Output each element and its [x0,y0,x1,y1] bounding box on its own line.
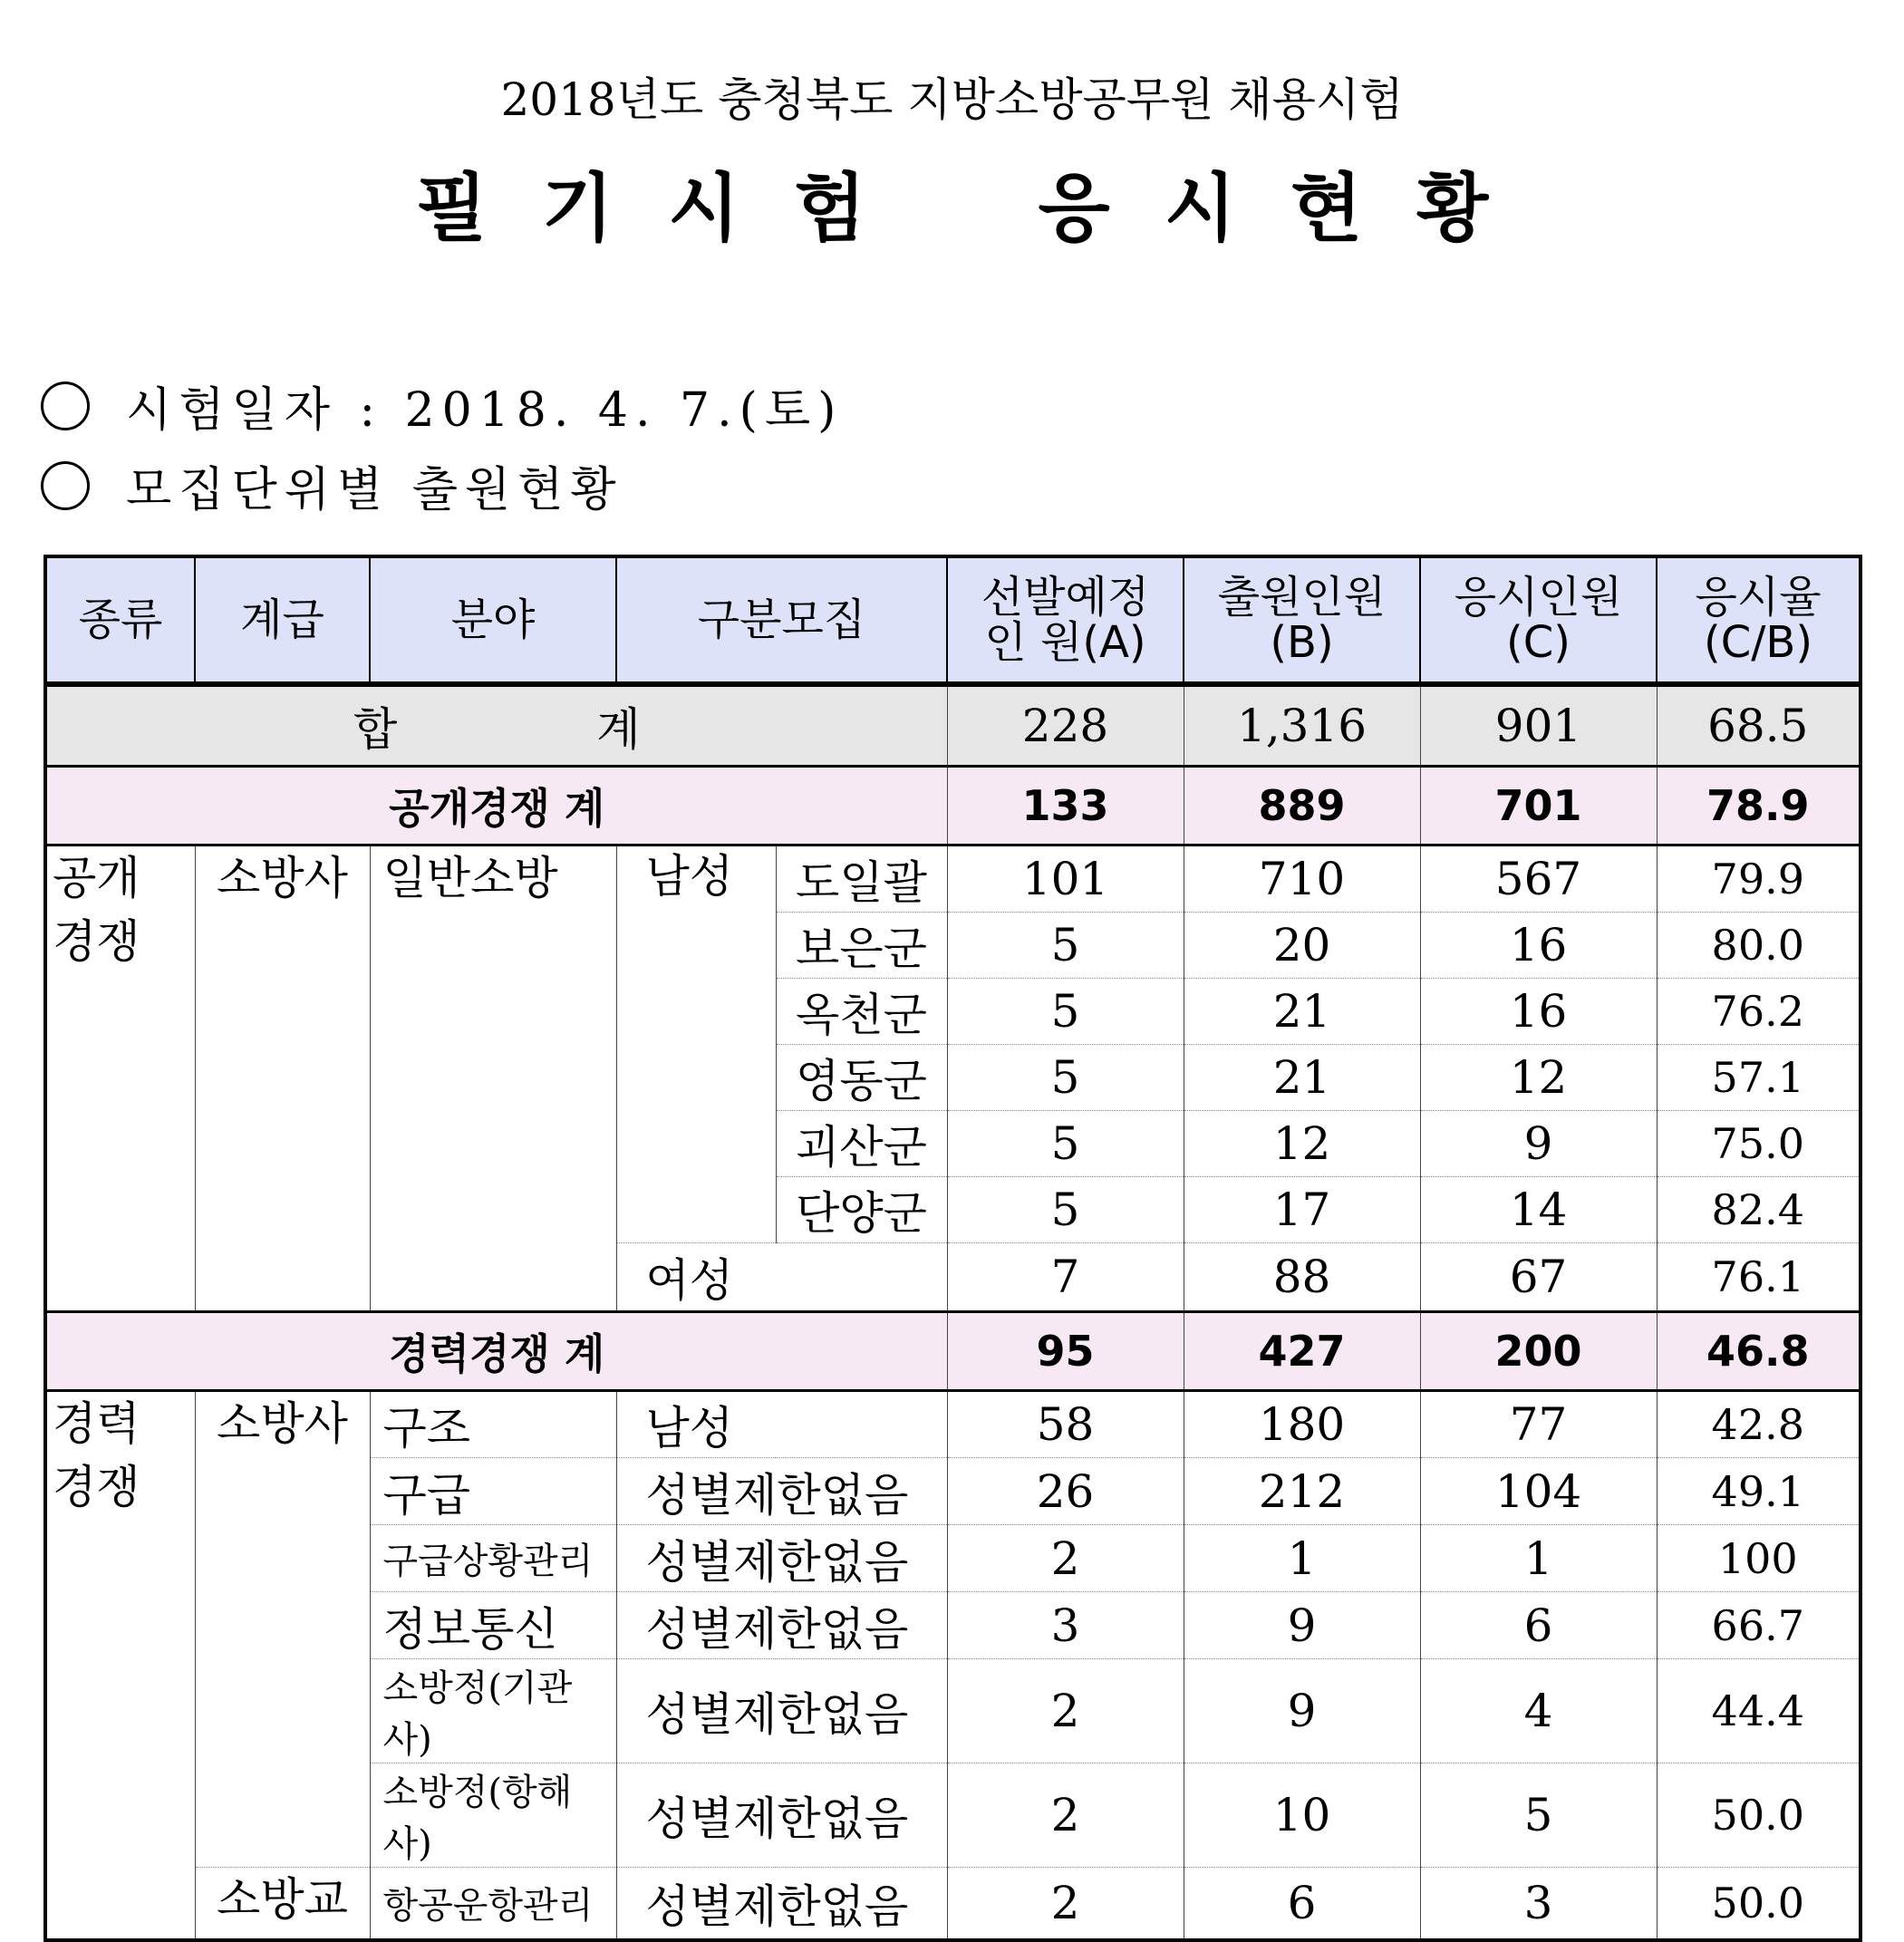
table-row [45,1391,1861,1458]
career-field-cell: 소방정(항해사) [370,1763,616,1868]
cell-applied: 212 [1184,1458,1420,1525]
cell-planned: 95 [947,1312,1184,1391]
career-total-label: 경력경쟁 계 [45,1312,947,1391]
grand-total-row [45,684,1861,767]
cell-applied: 9 [1184,1592,1420,1659]
cell-applied: 180 [1184,1391,1420,1458]
cell-planned: 5 [947,1045,1184,1111]
cell-applied: 710 [1184,845,1420,913]
header-rank: 계급 [195,556,370,684]
cell-rate: 78.9 [1657,767,1861,845]
exam-date-text: 시험일자 : 2018. 4. 7.(토) [126,383,844,438]
cell-planned: 7 [947,1243,1184,1312]
cell-rate: 76.2 [1657,979,1861,1045]
career-field-cell: 소방정(기관사) [370,1659,616,1763]
table-row [45,845,1861,913]
cell-rate: 57.1 [1657,1045,1861,1111]
document-subtitle: 2018년도 충청북도 지방소방공무원 채용시험 [500,73,1404,126]
cell-applied: 9 [1184,1659,1420,1763]
career-gender-cell: 성별제한없음 [616,1458,947,1525]
cell-taken: 16 [1420,913,1657,979]
cell-taken: 12 [1420,1045,1657,1111]
cell-rate: 44.4 [1657,1659,1861,1763]
cell-applied: 10 [1184,1763,1420,1868]
region-cell: 영동군 [776,1045,947,1111]
header-taken-line2: (C) [1506,617,1571,668]
cell-applied: 88 [1184,1243,1420,1312]
header-applied-line2: (B) [1270,617,1334,668]
open-type-cell: 공개 경쟁 [45,845,195,1312]
applicant-status-table [43,555,1862,1942]
cell-rate: 100 [1657,1525,1861,1592]
career-gender-cell: 남성 [616,1391,947,1458]
cell-taken: 16 [1420,979,1657,1045]
cell-rate: 46.8 [1657,1312,1861,1391]
cell-applied: 12 [1184,1111,1420,1177]
female-cell: 여성 [616,1243,947,1312]
cell-taken: 1 [1420,1525,1657,1592]
cell-planned: 58 [947,1391,1184,1458]
male-cell: 남성 [616,845,776,1243]
cell-taken: 67 [1420,1243,1657,1312]
title-char: 필 [415,166,488,252]
grand-total-label [45,684,947,767]
title-char: 황 [1416,166,1489,252]
career-field-cell: 구급상황관리 [370,1525,616,1592]
cell-applied: 6 [1184,1868,1420,1940]
cell-taken: 200 [1420,1312,1657,1391]
cell-taken: 9 [1420,1111,1657,1177]
header-field: 분야 [370,556,616,684]
title-char: 기 [541,166,614,252]
cell-applied: 427 [1184,1312,1420,1391]
open-field-cell: 일반소방 [370,845,616,1312]
cell-applied: 20 [1184,913,1420,979]
section-heading-line [41,451,623,519]
header-applied-line1: 출원인원 [1217,571,1387,623]
header-planned-line1: 선발예정 [981,571,1150,623]
career-rank-cell: 소방사 [195,1391,370,1868]
open-rank-cell: 소방사 [195,845,370,1312]
cell-planned: 2 [947,1659,1184,1763]
header-taken [1420,556,1657,684]
career-rank-cell: 소방교 [195,1868,370,1940]
cell-taken: 4 [1420,1659,1657,1763]
circle-bullet-icon [41,382,90,430]
career-gender-cell: 성별제한없음 [616,1525,947,1592]
title-char: 시 [1164,166,1236,252]
cell-applied: 889 [1184,767,1420,845]
table-row [45,1868,1861,1940]
open-competition-total-row [45,767,1861,845]
cell-planned: 2 [947,1763,1184,1868]
cell-planned: 5 [947,1111,1184,1177]
grand-total-label-a: 합 [353,703,398,756]
region-cell: 도일괄 [776,845,947,913]
career-field-cell: 구급 [370,1458,616,1525]
cell-rate: 76.1 [1657,1243,1861,1312]
career-type-cell: 경력 경쟁 [45,1391,195,1940]
career-field-cell: 구조 [370,1391,616,1458]
cell-taken: 3 [1420,1868,1657,1940]
cell-taken: 6 [1420,1592,1657,1659]
header-rate-line1: 응시율 [1695,571,1822,623]
region-cell: 괴산군 [776,1111,947,1177]
header-rate [1657,556,1861,684]
cell-rate: 68.5 [1657,684,1861,767]
cell-planned: 228 [947,684,1184,767]
header-applied [1184,556,1420,684]
cell-applied: 1,316 [1184,684,1420,767]
title-char: 시 [668,166,740,252]
cell-applied: 17 [1184,1177,1420,1243]
cell-taken: 701 [1420,767,1657,845]
header-rate-line2: (C/B) [1703,617,1813,668]
cell-planned: 2 [947,1525,1184,1592]
cell-planned: 5 [947,979,1184,1045]
header-type: 종류 [45,556,195,684]
cell-taken: 14 [1420,1177,1657,1243]
exam-date-line [41,372,843,440]
cell-rate: 66.7 [1657,1592,1861,1659]
region-cell: 옥천군 [776,979,947,1045]
cell-planned: 133 [947,767,1184,845]
cell-rate: 82.4 [1657,1177,1861,1243]
cell-rate: 79.9 [1657,845,1861,913]
cell-rate: 75.0 [1657,1111,1861,1177]
career-field-cell: 정보통신 [370,1592,616,1659]
cell-rate: 80.0 [1657,913,1861,979]
cell-planned: 5 [947,913,1184,979]
cell-taken: 104 [1420,1458,1657,1525]
header-planned [947,556,1184,684]
cell-rate: 49.1 [1657,1458,1861,1525]
table-header-row [45,556,1861,684]
cell-taken: 567 [1420,845,1657,913]
cell-planned: 26 [947,1458,1184,1525]
header-taken-line1: 응시인원 [1454,571,1623,623]
header-planned-line2: 인 원(A) [984,617,1146,668]
cell-rate: 42.8 [1657,1391,1861,1458]
cell-applied: 21 [1184,1045,1420,1111]
cell-rate: 50.0 [1657,1868,1861,1940]
section-heading-text: 모집단위별 출원현황 [126,463,623,517]
cell-applied: 1 [1184,1525,1420,1592]
cell-planned: 5 [947,1177,1184,1243]
cell-taken: 901 [1420,684,1657,767]
document-title [0,150,1904,256]
career-gender-cell: 성별제한없음 [616,1763,947,1868]
open-total-label: 공개경쟁 계 [45,767,947,845]
cell-rate: 50.0 [1657,1763,1861,1868]
grand-total-label-b: 계 [596,703,641,756]
header-division: 구분모집 [616,556,947,684]
cell-taken: 77 [1420,1391,1657,1458]
title-char: 응 [1038,166,1110,252]
cell-planned: 3 [947,1592,1184,1659]
career-field-cell: 항공운항관리 [370,1868,616,1940]
career-competition-total-row [45,1312,1861,1391]
circle-bullet-icon [41,461,90,510]
region-cell: 단양군 [776,1177,947,1243]
cell-planned: 101 [947,845,1184,913]
career-gender-cell: 성별제한없음 [616,1592,947,1659]
region-cell: 보은군 [776,913,947,979]
title-char: 현 [1290,166,1363,252]
cell-planned: 2 [947,1868,1184,1940]
career-gender-cell: 성별제한없음 [616,1868,947,1940]
cell-taken: 5 [1420,1763,1657,1868]
career-gender-cell: 성별제한없음 [616,1659,947,1763]
title-char: 험 [794,166,866,252]
cell-applied: 21 [1184,979,1420,1045]
